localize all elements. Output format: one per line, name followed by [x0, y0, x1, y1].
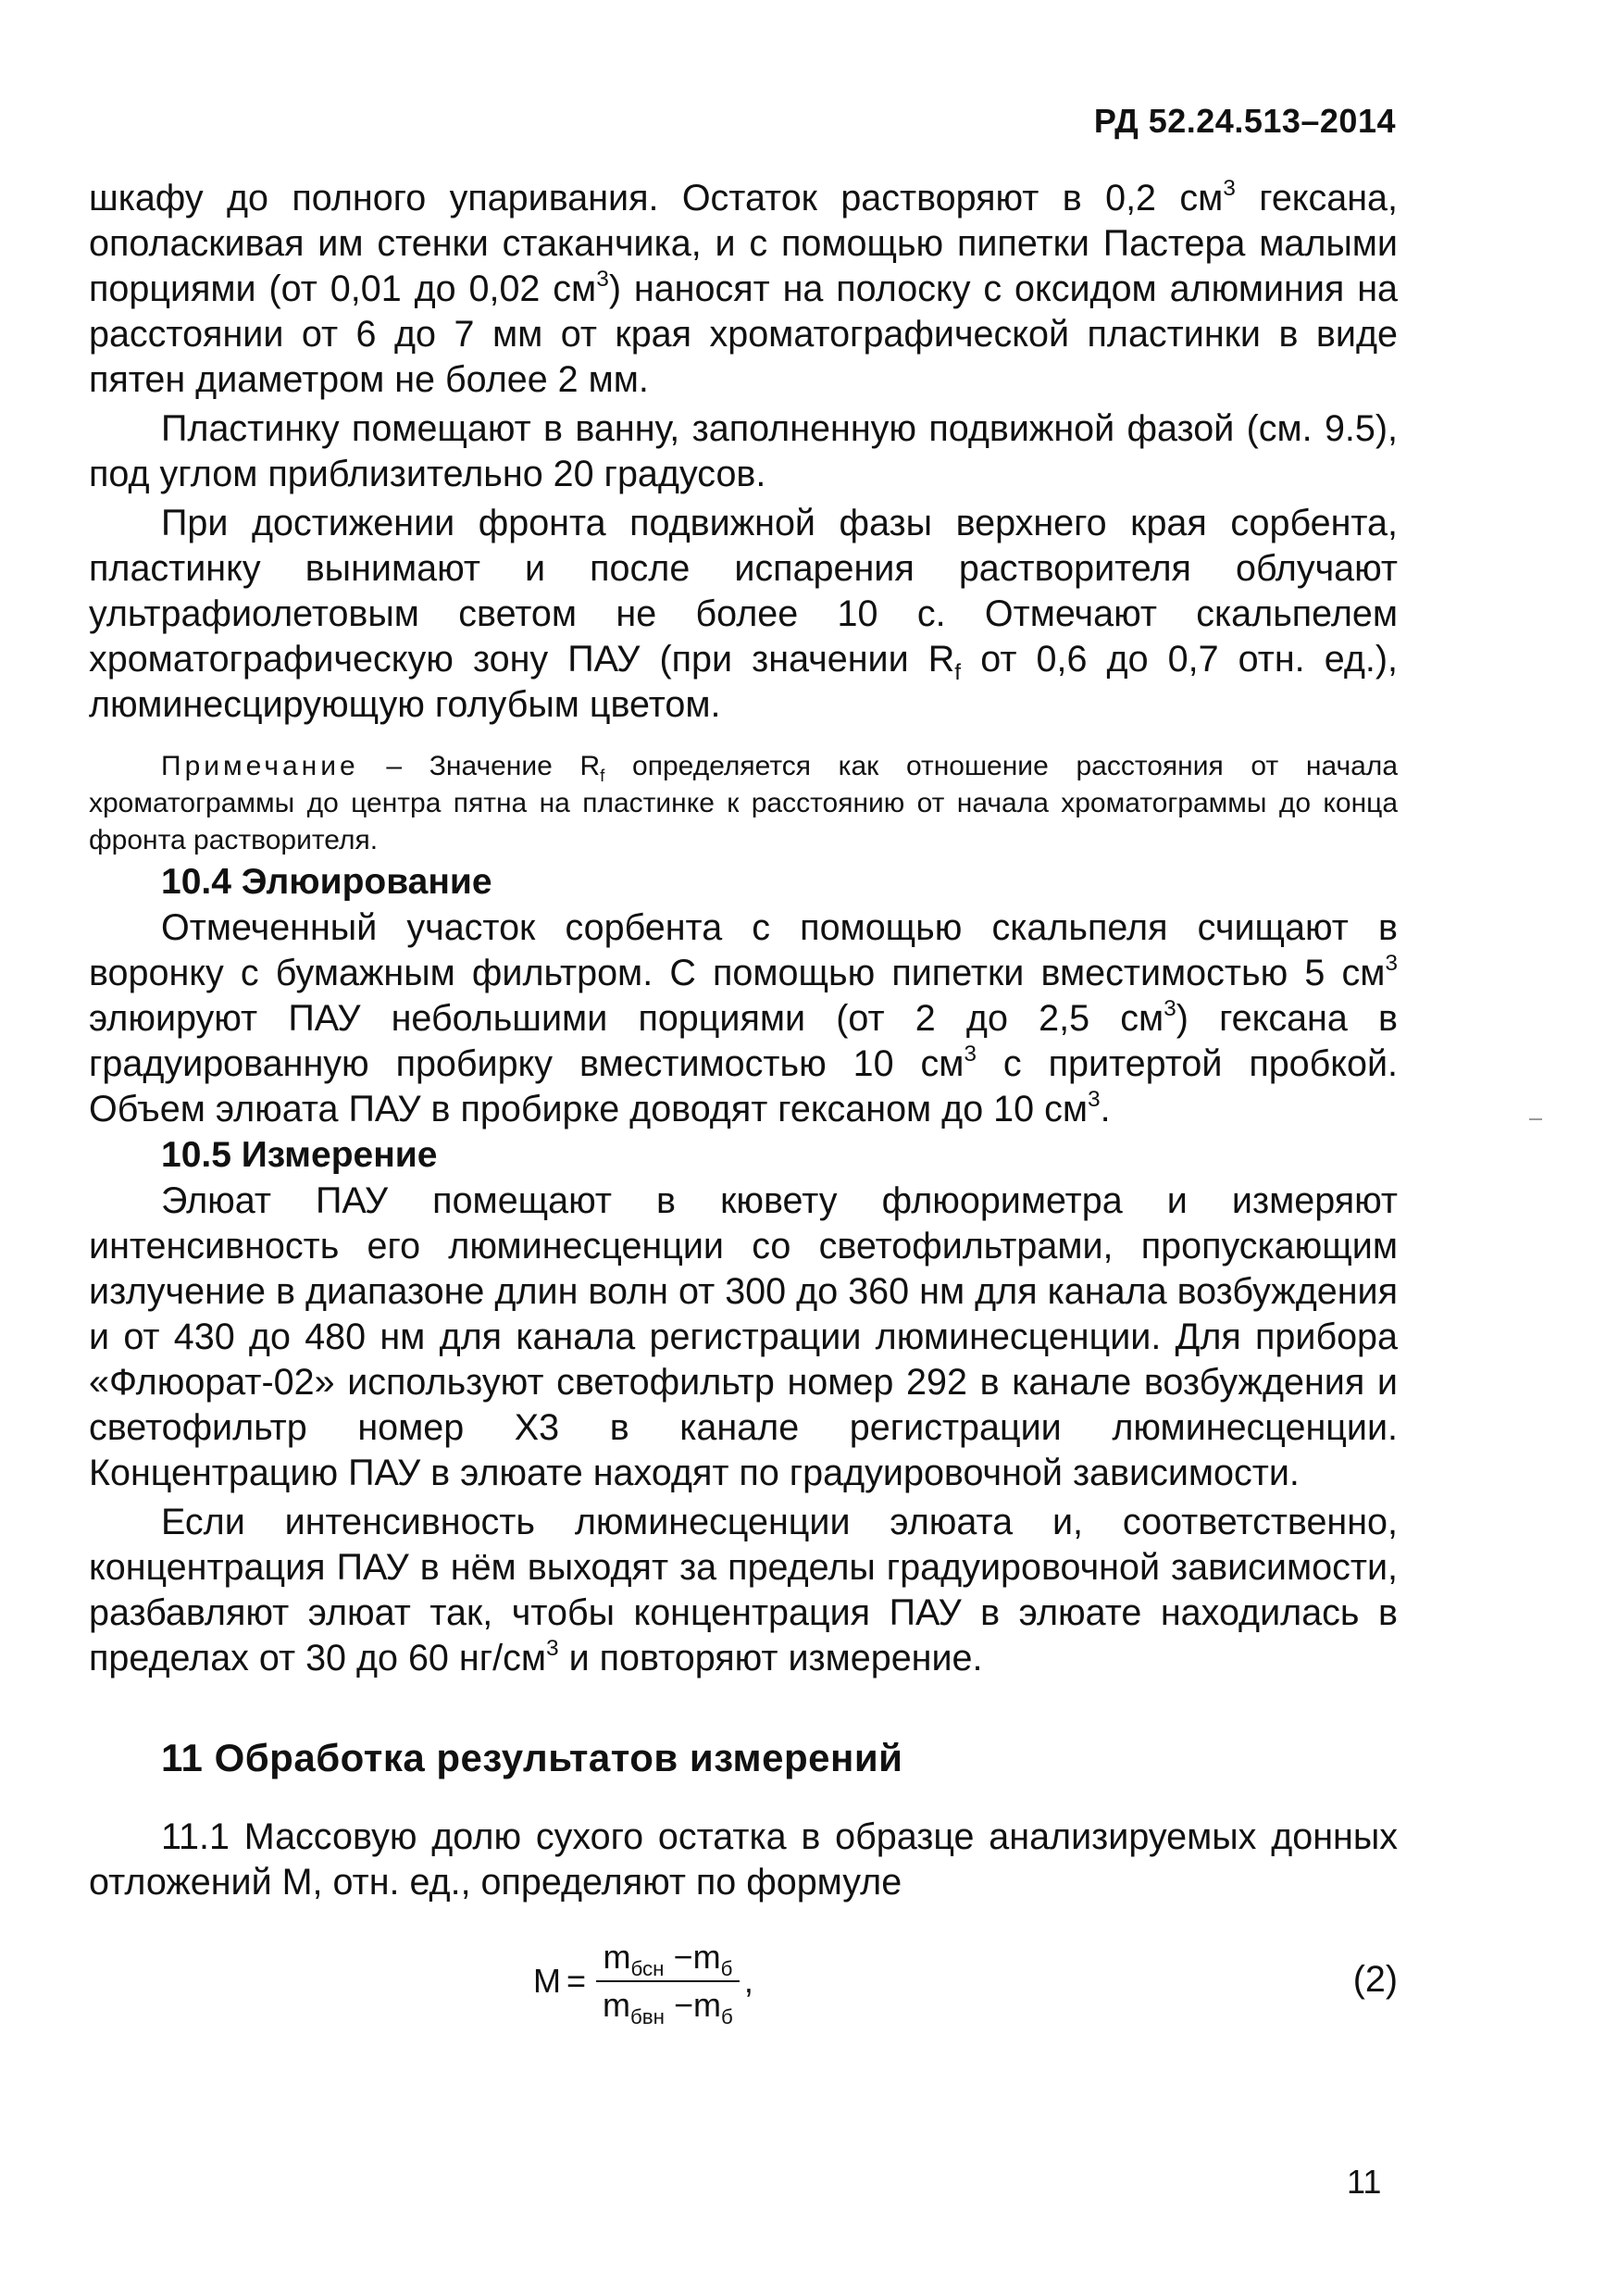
formula-denominator: $m_{бвн} -m_б$ [603, 1986, 733, 2029]
paragraph-front-reached: При достижении фронта подвижной фазы верхнего края сорбента, пластинку вынимают и после испарения растворителя облучают ультрафиолетовым светом не более 10 с. Отмечают скальпелем хроматографическую зону ПАУ (при значении $R_f$ от 0,6 до 0,7 отн. ед.), люминесцирующую голубым цветом. [89, 503, 1398, 725]
paragraph-measurement: Элюат ПАУ помещают в кювету флюориметра и измеряют интенсивность его люминесценции со светофильтрами, пропускающим излучение в диапазоне длин волн от 300 до 360 нм для канала возбуждения и от 430 до 480 нм для канала регистрации люминесценции. Для прибора «Флюорат-02» используют светофильтр номер 292 в канале возбуждения и светофильтр номер Х3 в канале регистрации люминесценции. Концентрацию ПАУ в элюате находят по градуировочной зависимости. [89, 1180, 1398, 1493]
formula-fraction [595, 1938, 741, 2029]
paragraph-elution: Отмеченный участок сорбента с помощью скальпеля счищают в воронку с бумажным фильтром. С помощью пипетки вместимостью 5 $см^3$ элюируют ПАУ небольшими порциями (от 2 до 2,5 $см^3$) гексана в градуированную пробирку вместимостью 10 $см^3$ с притертой пробкой. Объем элюата ПАУ в пробирке доводят гексаном до 10 $см^3$. [89, 907, 1399, 1129]
formula-comma: , [743, 1962, 753, 2000]
page-number: 11 [1347, 2163, 1382, 2201]
paragraph-dilution: Если интенсивность люминесценции элюата и, соответственно, концентрация ПАУ в нём выходят за пределы градуировочной зависимости, разбавляют элюат так, чтобы концентрация ПАУ в элюате находилась в пределах от 30 до 60 $нг/см^3$ и повторяют измерение. [89, 1502, 1398, 1678]
scan-mark [1529, 1118, 1542, 1120]
section-title-elution: 10.4 Элюирование [161, 862, 492, 902]
formula-row [89, 1924, 1398, 2039]
chapter-title-results-processing: 11 Обработка результатов измерений [161, 1736, 903, 1779]
section-title-measurement: 10.5 Измерение [161, 1135, 438, 1175]
page-content [89, 176, 1398, 2039]
formula-lhs: M [533, 1962, 561, 2000]
formula-numerator: $m_{бсн} -m_б$ [596, 1938, 741, 1982]
formula-equals: = [566, 1962, 587, 2000]
paragraph-mass-fraction: 11.1 Массовую долю сухого остатка в образце анализируемых донных отложений М, отн. ед., определяют по формуле [89, 1816, 1398, 1903]
formula-mass-fraction [533, 1924, 753, 2039]
note-label: Примечание [161, 751, 359, 781]
equation-number: (2) [1352, 1959, 1398, 2000]
paragraph-plate-in-bath: Пластинку помещают в ванну, заполненную подвижной фазой (см. 9.5), под углом приблизительно 20 градусов. [89, 408, 1398, 494]
note-rf-definition: Примечание – Значение $R_f$ определяется как отношение расстояния от начала хроматограммы до центра пятна на пластинке к расстоянию от начала хроматограммы до конца фронта растворителя. [89, 751, 1398, 855]
document-code: РД 52.24.513–2014 [1093, 102, 1396, 140]
paragraph-evaporation: шкафу до полного упаривания. Остаток растворяют в 0,2 $см^3$ гексана, ополаскивая им стенки стаканчика, и с помощью пипетки Пастера малыми порциями (от 0,01 до 0,02 $см^3$) наносят на полоску с оксидом алюминия на расстоянии от 6 до 7 мм от края хроматографической пластинки в виде пятен диаметром не более 2 мм. [89, 175, 1399, 400]
